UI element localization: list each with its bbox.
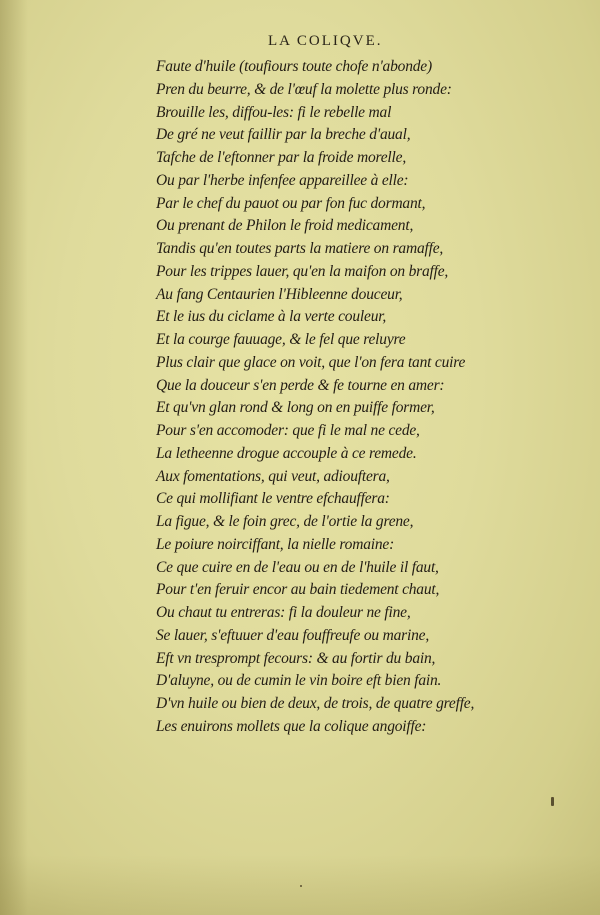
ink-speck xyxy=(300,885,302,887)
verse-line: Pour s'en accomoder: que fi le mal ne cede, xyxy=(156,422,420,439)
verse-line: Et qu'vn glan rond & long on en puiffe former, xyxy=(156,399,435,417)
verse-line: Que la douceur s'en perde & fe tourne en amer: xyxy=(156,376,445,394)
verse-line: Pren du beurre, & de l'œuf la molette plus ronde: xyxy=(156,80,452,98)
verse-line: Aux fomentations, qui veut, adiouftera, xyxy=(156,467,390,485)
verse-line: Plus clair que glace on voit, que l'on fera tant cuire xyxy=(156,353,466,371)
verse-line: Et le ius du ciclame à la verte couleur, xyxy=(156,308,387,326)
verse-line: Ou chaut tu entreras: fi la douleur ne fine, xyxy=(156,604,411,621)
verse-line: D'aluyne, ou de cumin le vin boire eft bien fain. xyxy=(156,672,442,690)
verse-line: Ce que cuire en de l'eau ou en de l'huile il faut, xyxy=(156,558,439,576)
verse-line: La letheenne drogue accouple à ce remede. xyxy=(156,444,417,462)
verse-line: Tafche de l'eftonner par la froide morelle, xyxy=(156,149,407,166)
verse-line: Brouille les, diffou-les: fi le rebelle mal xyxy=(156,103,392,121)
verse-line: Pour les trippes lauer, qu'en la maifon on braffe, xyxy=(156,262,449,280)
verse-line: Le poiure noirciffant, la nielle romaine: xyxy=(156,535,395,553)
running-head: LA COLIQVE. xyxy=(268,33,383,49)
verse-block xyxy=(156,56,474,739)
ink-speck xyxy=(551,797,554,806)
verse-line: Ou par l'herbe infenfee appareillee à elle: xyxy=(156,171,409,189)
verse-line: Faute d'huile (toufiours toute chofe n'abonde) xyxy=(156,58,432,75)
gutter-shadow xyxy=(0,0,28,915)
verse-line: Ce qui mollifiant le ventre efchauffera: xyxy=(156,490,390,508)
verse-line: Et la courge fauuage, & le fel que reluyre xyxy=(156,331,406,348)
verse-line: Par le chef du pauot ou par fon fuc dormant, xyxy=(156,194,426,212)
verse-line: Se lauer, s'eftuuer d'eau fouffreufe ou marine, xyxy=(156,626,430,644)
verse-line: La figue, & le foin grec, de l'ortie la grene, xyxy=(156,513,414,530)
verse-line: Eft vn tresprompt fecours: & au fortir du bain, xyxy=(156,649,436,667)
verse-line: Ou prenant de Philon le froid medicament, xyxy=(156,217,414,235)
verse-line: Les enuirons mollets que la colique angoiffe: xyxy=(156,717,427,735)
verse-line: Pour t'en feruir encor au bain tiedement chaut, xyxy=(156,581,440,599)
verse-line: D'vn huile ou bien de deux, de trois, de quatre greffe, xyxy=(156,695,475,712)
verse-line: Au fang Centaurien l'Hibleenne douceur, xyxy=(156,285,403,303)
verse-line: De gré ne veut faillir par la breche d'aual, xyxy=(156,126,411,144)
verse-line: Tandis qu'en toutes parts la matiere on ramaffe, xyxy=(156,240,444,257)
